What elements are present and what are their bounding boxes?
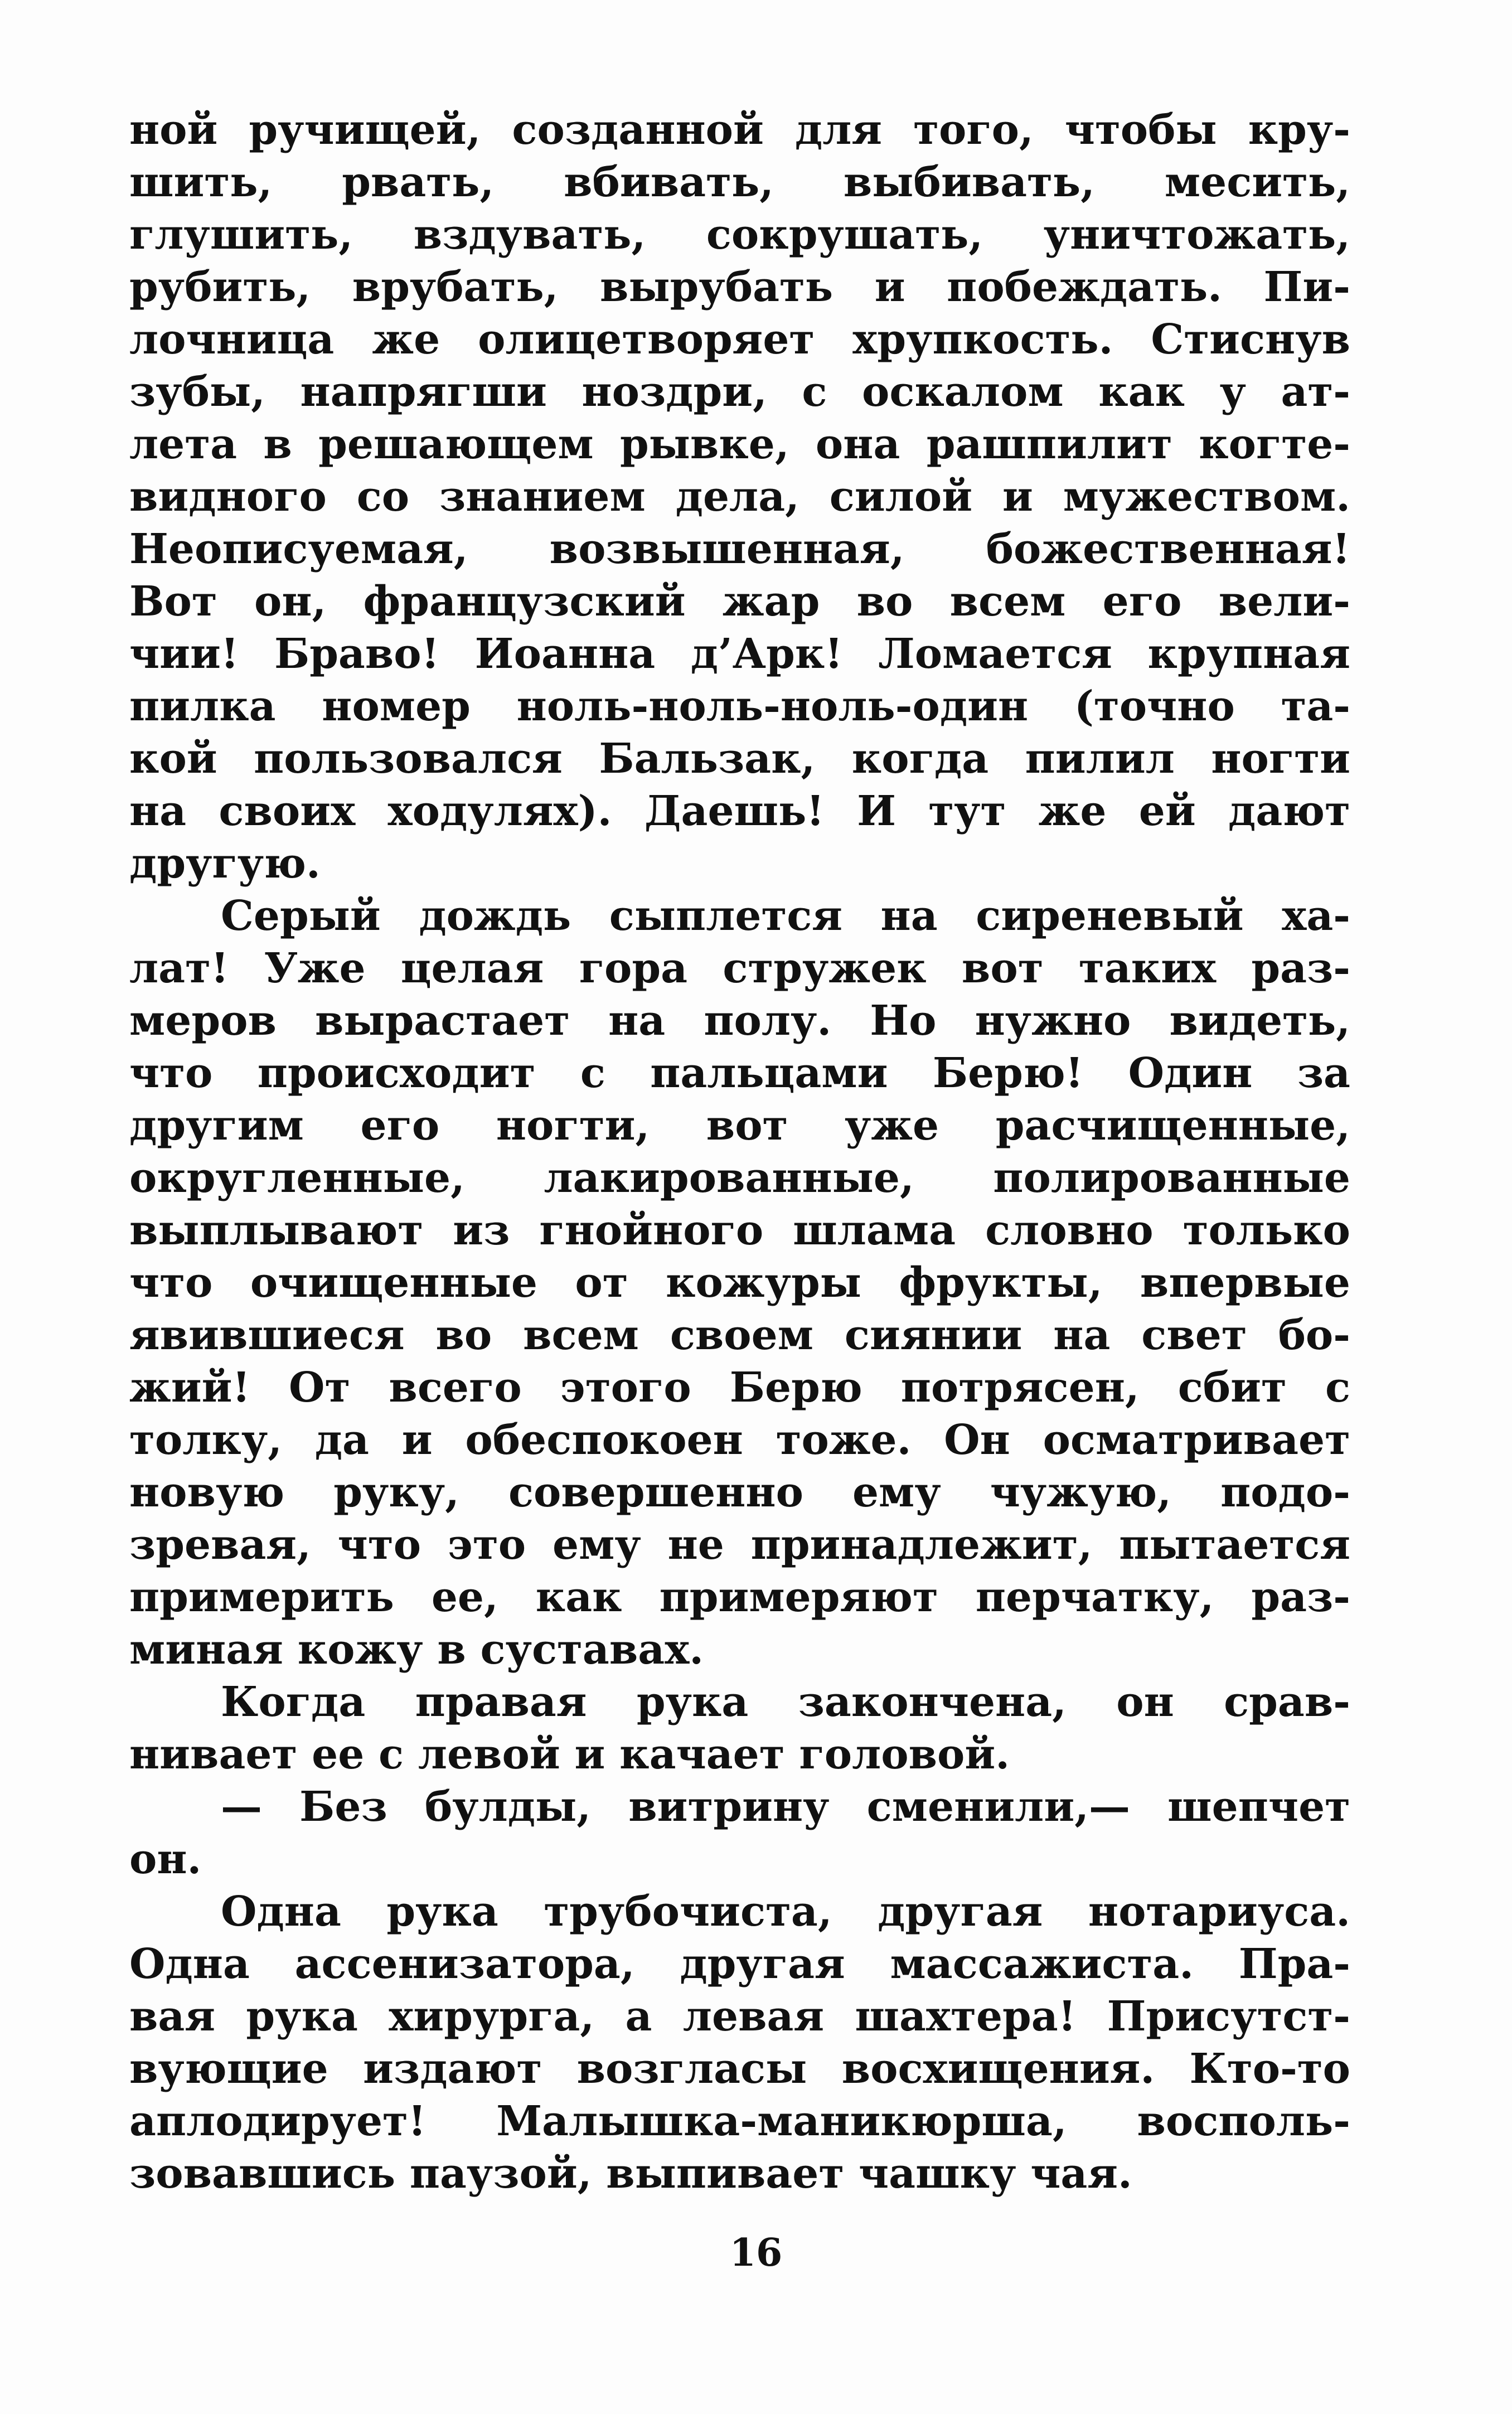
text-line: миная кожу в суставах.	[129, 1626, 704, 1674]
text-line: примерить ее, как примеряют перчатку, раз-	[129, 1573, 1350, 1621]
text-line: — Без булды, витрину сменили,— шепчет	[221, 1783, 1350, 1831]
text-line: он.	[129, 1835, 202, 1883]
text-line: ной ручищей, созданной для того, чтобы кру-	[129, 106, 1350, 154]
text-line: рубить, врубать, вырубать и побеждать. Пи-	[129, 263, 1350, 311]
text-line: на своих ходулях). Даешь! И тут же ей дают	[129, 787, 1350, 835]
text-line: явившиеся во всем своем сиянии на свет бо-	[129, 1311, 1350, 1359]
text-line: что очищенные от кожуры фрукты, впервые	[129, 1259, 1350, 1307]
text-line: что происходит с пальцами Берю! Один за	[129, 1049, 1350, 1097]
text-line: новую руку, совершенно ему чужую, подо-	[129, 1468, 1350, 1516]
text-line: глушить, вздувать, сокрушать, уничтожать,	[129, 211, 1350, 259]
text-line: зубы, напрягши ноздри, с оскалом как у ат-	[129, 368, 1350, 416]
text-line: Вот он, французский жар во всем его вели-	[129, 578, 1350, 626]
text-line: другим его ногти, вот уже расчищенные,	[129, 1102, 1350, 1150]
text-line: нивает ее с левой и качает головой.	[129, 1730, 1010, 1778]
text-line: Когда правая рука закончена, он срав-	[221, 1678, 1350, 1726]
text-line: лочница же олицетворяет хрупкость. Стиснув	[129, 316, 1350, 363]
text-line: вая рука хирурга, а левая шахтера! Присутст-	[129, 1993, 1350, 2040]
text-line: вующие издают возгласы восхищения. Кто-то	[129, 2045, 1350, 2093]
text-line: шить, рвать, вбивать, выбивать, месить,	[129, 158, 1350, 206]
text-line: зовавшись паузой, выпивает чашку чая.	[129, 2150, 1132, 2198]
text-line: Одна рука трубочиста, другая нотариуса.	[221, 1888, 1350, 1936]
text-line: лат! Уже целая гора стружек вот таких раз-	[129, 944, 1350, 992]
text-line: Неописуемая, возвышенная, божественная!	[129, 525, 1350, 573]
text-line: зревая, что это ему не принадлежит, пытается	[129, 1521, 1350, 1569]
text-line: чии! Браво! Иоанна д’Арк! Ломается крупная	[129, 630, 1350, 678]
text-line: жий! От всего этого Берю потрясен, сбит с	[129, 1364, 1350, 1412]
text-line: лета в решающем рывке, она рашпилит когте-	[129, 420, 1350, 468]
page-number: 16	[729, 2231, 783, 2275]
text-line: округленные, лакированные, полированные	[129, 1154, 1350, 1202]
text-line: Серый дождь сыплется на сиреневый ха-	[221, 892, 1350, 940]
text-line: толку, да и обеспокоен тоже. Он осматривает	[129, 1416, 1350, 1464]
text-line: аплодирует! Малышка-маникюрша, восполь-	[129, 2097, 1350, 2145]
text-line: кой пользовался Бальзак, когда пилил ногти	[129, 735, 1350, 783]
text-line: Одна ассенизатора, другая массажиста. Пра-	[129, 1940, 1350, 1988]
text-line: другую.	[129, 840, 321, 888]
text-line: видного со знанием дела, силой и мужеством.	[129, 473, 1350, 521]
text-line: пилка номер ноль-ноль-ноль-один (точно та-	[129, 682, 1350, 730]
text-line: выплывают из гнойного шлама словно только	[129, 1206, 1350, 1254]
text-line: меров вырастает на полу. Но нужно видеть,	[129, 997, 1350, 1045]
